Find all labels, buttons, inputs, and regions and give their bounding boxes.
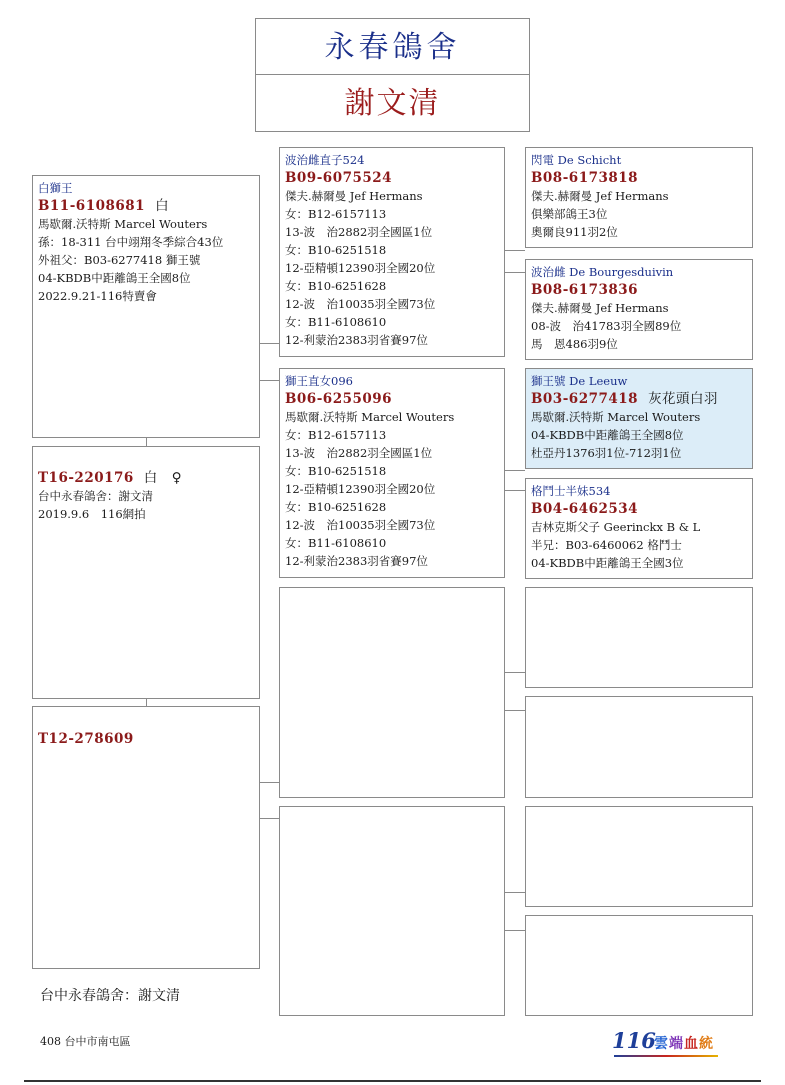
pedigree-line: 04-KBDB中距離鴿王全國3位 <box>531 556 684 570</box>
ring-number: B04-6462534 <box>531 501 639 517</box>
pedigree-line: 外祖父：B03-6277418 獅王號 <box>38 253 201 267</box>
pedigree-line: 女：B10-6251628 <box>285 279 387 293</box>
ring-number-text: B11-6108681 <box>38 198 146 214</box>
logo-underline <box>614 1055 718 1057</box>
pigeon-name: 格鬥士半妹534 <box>531 484 611 498</box>
pedigree-line: 吉林克斯父子 Geerinckx B & L <box>531 520 701 534</box>
pigeon-name: 波治雌 De Bourgesduivin <box>531 265 674 279</box>
pigeon-name: 獅王號 De Leeuw <box>531 374 628 388</box>
logo-char: 端 <box>669 1036 684 1052</box>
pedigree-card-dam-dam <box>279 806 505 1016</box>
pedigree-line: 12-利蒙治2383羽省賽97位 <box>285 333 428 347</box>
pedigree-line: 女：B12-6157113 <box>285 207 387 221</box>
pedigree-line: 孫：18-311 台中翊翔冬季綜合43位 <box>38 235 224 249</box>
connector-line <box>504 892 525 893</box>
pedigree-line: 傑夫.赫爾曼 Jef Hermans <box>531 301 669 315</box>
pedigree-line: 13-波 治2882羽全國區1位 <box>285 446 433 460</box>
pedigree-line: 女：B10-6251518 <box>285 464 387 478</box>
pedigree-line: 杜亞丹1376羽1位-712羽1位 <box>531 446 682 460</box>
pedigree-line: 馬歇爾.沃特斯 Marcel Wouters <box>531 410 701 424</box>
pigeon-name: 閃電 De Schicht <box>531 153 622 167</box>
pedigree-line: 馬歇爾.沃特斯 Marcel Wouters <box>38 217 208 231</box>
pedigree-line: 半兄：B03-6460062 格鬥士 <box>531 538 682 552</box>
pigeon-name: 白獅王 <box>38 181 73 195</box>
connector-line <box>259 818 280 819</box>
footer-address: 408 台中市南屯區 <box>40 1035 131 1048</box>
loft-name-header: 永春鴿舍 <box>255 18 530 75</box>
pedigree-line: 12-利蒙治2383羽省賽97位 <box>285 554 428 568</box>
bottom-rule <box>24 1080 761 1082</box>
logo-char: 血 <box>684 1036 699 1052</box>
pigeon-name: 波治雌直子524 <box>285 153 365 167</box>
connector-line <box>504 672 525 673</box>
pedigree-card-sire-dam <box>279 368 505 578</box>
pedigree-line: 女：B11-6108610 <box>285 315 387 329</box>
ring-extra: 灰花頭白羽 <box>648 391 719 407</box>
pedigree-line: 2019.9.6 116網拍 <box>38 507 146 521</box>
ring-number <box>38 197 254 215</box>
pedigree-card-sire-sire-dam <box>525 259 753 360</box>
logo-text <box>654 1033 714 1053</box>
ring-number: B06-6255096 <box>285 391 393 407</box>
connector-line <box>259 380 280 381</box>
ring-extra: 白 <box>155 198 170 214</box>
connector-line <box>504 710 525 711</box>
ring-extra: 白 ♀ <box>143 470 183 486</box>
pedigree-line: 馬歇爾.沃特斯 Marcel Wouters <box>285 410 455 424</box>
pedigree-line: 12-波 治10035羽全國73位 <box>285 518 436 532</box>
connector-line <box>259 343 280 344</box>
pedigree-line: 俱樂部鴿王3位 <box>531 207 608 221</box>
pedigree-line: 12-波 治10035羽全國73位 <box>285 297 436 311</box>
ring-number-text: B03-6277418 <box>531 391 639 407</box>
ring-number: B09-6075524 <box>285 170 393 186</box>
pedigree-card-sire-dam-sire <box>525 368 753 469</box>
pedigree-card-sire-sire <box>279 147 505 357</box>
connector-line <box>504 930 525 931</box>
pedigree-line: 2022.9.21-116特賣會 <box>38 289 157 303</box>
pedigree-line: 馬 恩486羽9位 <box>531 337 618 351</box>
pedigree-line: 傑夫.赫爾曼 Jef Hermans <box>285 189 423 203</box>
connector-line <box>259 782 280 783</box>
pedigree-line: 04-KBDB中距離鴿王全國8位 <box>531 428 684 442</box>
ring-number-text: T16-220176 <box>38 470 134 486</box>
pedigree-line: 傑夫.赫爾曼 Jef Hermans <box>531 189 669 203</box>
ring-number <box>38 469 254 487</box>
pedigree-card-dam-sire <box>279 587 505 798</box>
pedigree-line: 台中永春鴿舍：謝文清 <box>38 489 153 503</box>
logo-char: 統 <box>699 1036 714 1052</box>
connector-line <box>504 490 525 491</box>
pedigree-card-sire-sire-sire <box>525 147 753 248</box>
pedigree-card-dam-sire-sire <box>525 587 753 688</box>
ring-number: T12-278609 <box>38 731 134 747</box>
pedigree-line: 04-KBDB中距離鴿王全國8位 <box>38 271 191 285</box>
pedigree-line: 12-亞精頓12390羽全國20位 <box>285 482 436 496</box>
pedigree-line: 13-波 治2882羽全國區1位 <box>285 225 433 239</box>
owner-name-header: 謝文清 <box>255 74 530 132</box>
pedigree-line: 奧爾良911羽2位 <box>531 225 618 239</box>
pedigree-line: 08-波 治41783羽全國89位 <box>531 319 682 333</box>
pigeon-name: 獅王直女096 <box>285 374 353 388</box>
pedigree-card-subject <box>32 446 260 699</box>
ring-number: B08-6173818 <box>531 170 639 186</box>
pedigree-line: 女：B10-6251518 <box>285 243 387 257</box>
connector-line <box>504 470 525 471</box>
footer-owner-line: 台中永春鴿舍：謝文清 <box>40 988 180 1004</box>
pedigree-card-sire <box>32 175 260 438</box>
pedigree-card-sire-dam-dam <box>525 478 753 579</box>
pedigree-card-dam-dam-dam <box>525 915 753 1016</box>
brand-logo <box>612 1030 722 1056</box>
pedigree-card-dam-dam-sire <box>525 806 753 907</box>
connector-line <box>504 272 525 273</box>
pedigree-line: 女：B11-6108610 <box>285 536 387 550</box>
ring-number <box>531 390 747 408</box>
logo-char: 雲 <box>654 1036 669 1052</box>
pedigree-card-dam <box>32 706 260 969</box>
ring-number: B08-6173836 <box>531 282 639 298</box>
logo-number: 116 <box>612 1028 656 1053</box>
pedigree-card-dam-sire-dam <box>525 696 753 798</box>
pedigree-line: 女：B12-6157113 <box>285 428 387 442</box>
pedigree-line: 12-亞精頓12390羽全國20位 <box>285 261 436 275</box>
pedigree-line: 女：B10-6251628 <box>285 500 387 514</box>
connector-line <box>504 250 525 251</box>
